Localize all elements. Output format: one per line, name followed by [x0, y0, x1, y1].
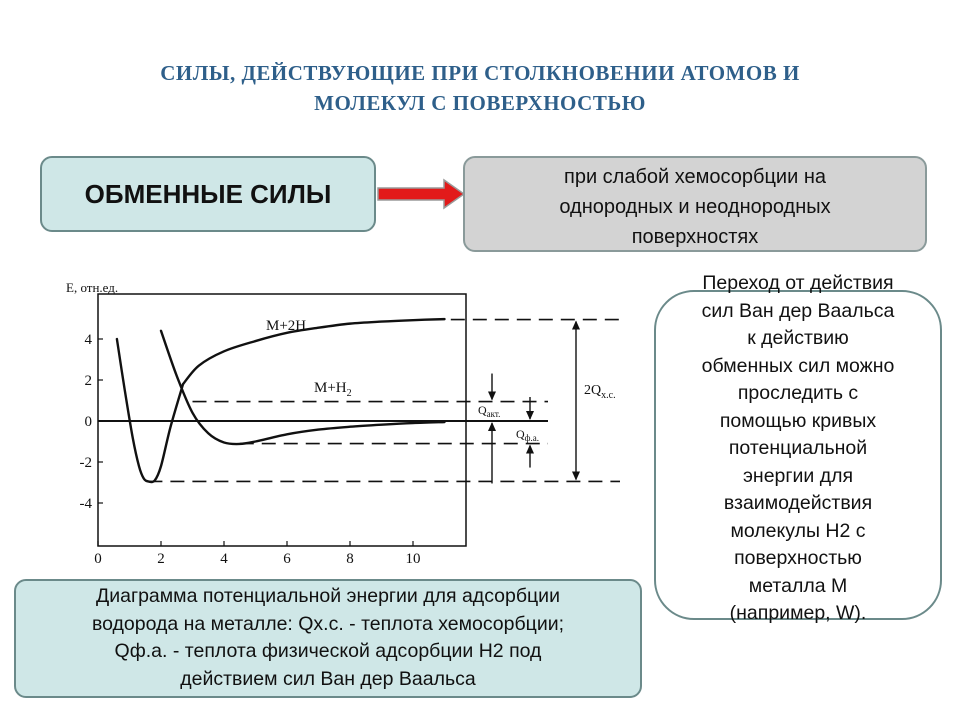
y-tick-label: 2 [84, 373, 92, 389]
arrow-head [526, 445, 534, 454]
exchange-forces-label: ОБМЕННЫЕ СИЛЫ [84, 178, 332, 209]
caption-line: Qф.а. - теплота физической адсорбции Н2 под [114, 640, 542, 662]
x-tick-label: 2 [157, 551, 165, 567]
label-mh2-main: M+H [314, 380, 347, 396]
label-2q-xc [584, 383, 616, 401]
note-line: потенциальной [728, 437, 868, 459]
y-tick-label: 4 [84, 332, 92, 348]
caption-line: действием сил Ван дер Ваальса [180, 667, 476, 690]
arrow-head [572, 321, 580, 330]
caption-line: Диаграмма потенциальной энергии для адсорбции [96, 585, 560, 607]
arrow-head [488, 422, 496, 431]
curve-m-h2 [161, 331, 445, 444]
diagram-caption-box [14, 579, 642, 698]
label-q-fa-sub: ф.а. [524, 433, 539, 443]
note-line: сил Ван дер Ваальса [701, 299, 895, 322]
label-q-fa-main: Q [516, 427, 525, 441]
arrow-head [526, 411, 534, 420]
curve-m-2h [117, 339, 183, 482]
label-m2h: M+2H [266, 318, 307, 334]
x-tick-label: 8 [346, 551, 354, 567]
note-line: взаимодействия [723, 492, 873, 514]
label-q-akt-main: Q [478, 403, 487, 417]
arrow-head [488, 392, 496, 401]
note-line: обменных сил можно [701, 354, 895, 377]
note-line: (например, W). [729, 602, 867, 624]
x-tick-label: 4 [220, 551, 228, 567]
caption-line: водорода на металле: Qх.с. - теплота хемосорбции; [91, 612, 565, 635]
note-line: Переход от действия [702, 272, 894, 294]
arrow-head [572, 471, 580, 480]
label-2q-xc-sub: х.с. [601, 390, 616, 401]
label-mh2 [314, 380, 352, 399]
x-tick-label: 6 [283, 551, 291, 567]
label-q-akt [478, 403, 500, 419]
note-line: к действию [747, 327, 849, 349]
weak-line-1: при слабой хемосорбции на [563, 166, 826, 188]
label-mh2-sub: 2 [346, 388, 352, 399]
label-2q-xc-main: 2Q [584, 383, 602, 398]
note-line: проследить с [737, 382, 859, 404]
y-tick-label: -2 [79, 455, 92, 471]
y-tick-label: -4 [79, 496, 92, 512]
label-q-fa [516, 427, 539, 443]
note-line: металла М [748, 574, 848, 597]
note-line: помощью кривых [719, 409, 877, 432]
label-q-akt-sub: акт. [486, 409, 501, 419]
note-line: энергии для [742, 464, 854, 487]
weak-line-3: поверхностях [631, 226, 759, 248]
y-tick-label: 0 [84, 414, 92, 430]
x-tick-label: 0 [94, 551, 102, 567]
weak-line-2: однородных и неоднородных [559, 196, 831, 218]
y-axis-label: E, отн.ед. [66, 280, 119, 295]
curve-m-2h-branch [183, 319, 444, 384]
title-line-2: МОЛЕКУЛ С ПОВЕРХНОСТЬЮ [314, 91, 646, 115]
note-line: поверхностью [734, 547, 862, 569]
x-tick-label: 10 [405, 551, 421, 567]
note-line: молекулы Н2 с [730, 519, 866, 542]
title-line-1: СИЛЫ, ДЕЙСТВУЮЩИЕ ПРИ СТОЛКНОВЕНИИ АТОМОВ И [160, 61, 800, 85]
